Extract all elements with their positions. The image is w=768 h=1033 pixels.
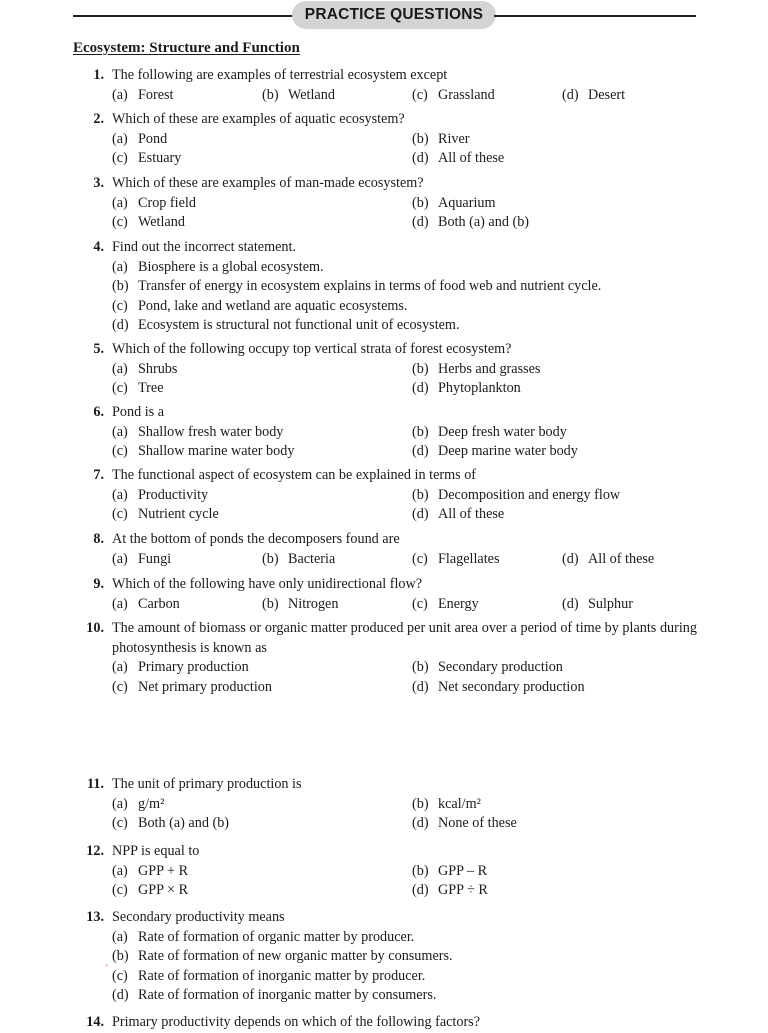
option-d: (d) GPP ÷ R <box>412 882 488 898</box>
option-c: (c) Estuary <box>112 150 182 166</box>
option-d: (d) Deep marine water body <box>412 443 578 459</box>
option-b: (b) Nitrogen <box>262 595 339 612</box>
option-b: (b) Secondary production <box>412 659 563 675</box>
option-d: (d) Rate of formation of inorganic matter by consumers. <box>112 987 437 1003</box>
question-7 <box>0 466 768 525</box>
option-d: (d) Phytoplankton <box>412 380 521 396</box>
question-13 <box>0 908 768 1006</box>
option-d: (d) None of these <box>412 815 517 831</box>
question-stem: Which of the following occupy top vertical strata of forest ecosystem? <box>112 341 512 357</box>
question-6 <box>0 403 768 462</box>
question-number: 11. <box>87 776 104 792</box>
question-stem: Pond is a <box>112 404 165 420</box>
option-c: (c) Flagellates <box>412 550 500 567</box>
question-number: 7. <box>93 467 104 483</box>
question-number: 12. <box>86 843 104 859</box>
question-stem: NPP is equal to <box>112 843 200 859</box>
option-d: (d) Desert <box>562 86 626 103</box>
question-number: 5. <box>93 341 104 357</box>
question-14 <box>0 1013 768 1033</box>
question-stem: Secondary productivity means <box>112 909 285 925</box>
option-c: (c) Pond, lake and wetland are aquatic ecosystems. <box>112 297 408 314</box>
question-stem: Primary productivity depends on which of the following factors? <box>112 1014 481 1030</box>
option-d: (d) All of these <box>412 506 505 522</box>
option-b: (b) Herbs and grasses <box>412 360 541 377</box>
option-a: (a) GPP + R <box>112 862 189 879</box>
question-stem: The following are examples of terrestrial ecosystem except <box>112 67 448 83</box>
option-c: (c) Grassland <box>412 86 495 103</box>
question-11 <box>0 775 768 834</box>
question-number: 1. <box>93 67 104 83</box>
option-c: (c) Energy <box>412 595 479 612</box>
option-b: (b) River <box>412 130 470 147</box>
question-stem: The unit of primary production is <box>112 776 302 792</box>
option-c: (c) GPP × R <box>112 882 189 898</box>
option-b: (b) Wetland <box>262 86 335 103</box>
option-d: (d) Ecosystem is structural not functional unit of ecosystem. <box>112 317 460 333</box>
question-number: 3. <box>93 175 104 191</box>
option-a: (a) g/m² <box>112 795 165 812</box>
question-1 <box>0 66 768 105</box>
question-2 <box>0 110 768 169</box>
question-stem: Which of the following have only unidirectional flow? <box>112 576 423 592</box>
question-stem: The amount of biomass or organic matter produced per unit area over a period of time by plants during photosynthesis is known as <box>112 620 697 656</box>
option-a: (a) Fungi <box>112 550 172 567</box>
question-5 <box>0 340 768 399</box>
question-stem: Which of these are examples of aquatic ecosystem? <box>112 111 405 127</box>
option-b: (b) GPP – R <box>412 862 488 879</box>
option-a: (a) Pond <box>112 130 168 147</box>
question-number: 8. <box>93 531 104 547</box>
question-4 <box>0 238 768 336</box>
option-b: (b) Bacteria <box>262 550 336 567</box>
option-d: (d) Sulphur <box>562 595 633 612</box>
question-12 <box>0 842 768 901</box>
option-b: (b) Aquarium <box>412 194 496 211</box>
question-stem: The functional aspect of ecosystem can be explained in terms of <box>112 467 477 483</box>
option-a: (a) Rate of formation of organic matter by producer. <box>112 928 415 945</box>
option-b: (b) kcal/m² <box>412 795 481 812</box>
question-number: 6. <box>93 404 104 420</box>
header-rule-right <box>494 15 696 17</box>
question-number: 13. <box>86 909 104 925</box>
section-title: Ecosystem: Structure and Function <box>73 40 300 56</box>
option-b: (b) Transfer of energy in ecosystem explains in terms of food web and nutrient cycle. <box>112 278 602 294</box>
margin-mark: ' <box>106 963 108 973</box>
question-10 <box>0 619 768 697</box>
question-number: 4. <box>93 239 104 255</box>
question-number: 2. <box>93 111 104 127</box>
option-a: (a) Shrubs <box>112 360 178 377</box>
header-rule-left <box>73 15 295 17</box>
option-d: (d) Both (a) and (b) <box>412 214 530 230</box>
page-title: PRACTICE QUESTIONS <box>292 1 496 29</box>
option-c: (c) Shallow marine water body <box>112 443 295 459</box>
question-8 <box>0 530 768 569</box>
option-a: (a) Carbon <box>112 595 180 612</box>
option-a: (a) Crop field <box>112 194 196 211</box>
option-a: (a) Shallow fresh water body <box>112 423 284 440</box>
option-d: (d) Net secondary production <box>412 678 585 695</box>
option-c: (c) Net primary production <box>112 678 272 695</box>
option-a: (a) Biosphere is a global ecosystem. <box>112 258 324 275</box>
option-d: (d) All of these <box>412 150 505 166</box>
question-number: 10. <box>86 620 104 636</box>
option-c: (c) Tree <box>112 380 164 396</box>
option-a: (a) Primary production <box>112 659 249 675</box>
option-b: (b) Deep fresh water body <box>412 423 567 440</box>
option-c: (c) Wetland <box>112 214 185 230</box>
header <box>0 0 768 32</box>
option-c: (c) Nutrient cycle <box>112 506 219 522</box>
question-stem: Find out the incorrect statement. <box>112 239 296 255</box>
option-a: (a) Forest <box>112 86 174 103</box>
question-stem: At the bottom of ponds the decomposers found are <box>112 531 400 547</box>
option-b: (b) Decomposition and energy flow <box>412 486 621 503</box>
option-c: (c) Rate of formation of inorganic matter by producer. <box>112 967 426 984</box>
option-a: (a) Productivity <box>112 486 209 503</box>
question-3 <box>0 174 768 233</box>
option-c: (c) Both (a) and (b) <box>112 815 230 831</box>
question-number: 9. <box>93 576 104 592</box>
question-stem: Which of these are examples of man-made ecosystem? <box>112 175 424 191</box>
question-number: 14. <box>86 1014 104 1030</box>
option-b: (b) Rate of formation of new organic matter by consumers. <box>112 948 453 964</box>
question-9 <box>0 575 768 614</box>
option-d: (d) All of these <box>562 550 655 567</box>
